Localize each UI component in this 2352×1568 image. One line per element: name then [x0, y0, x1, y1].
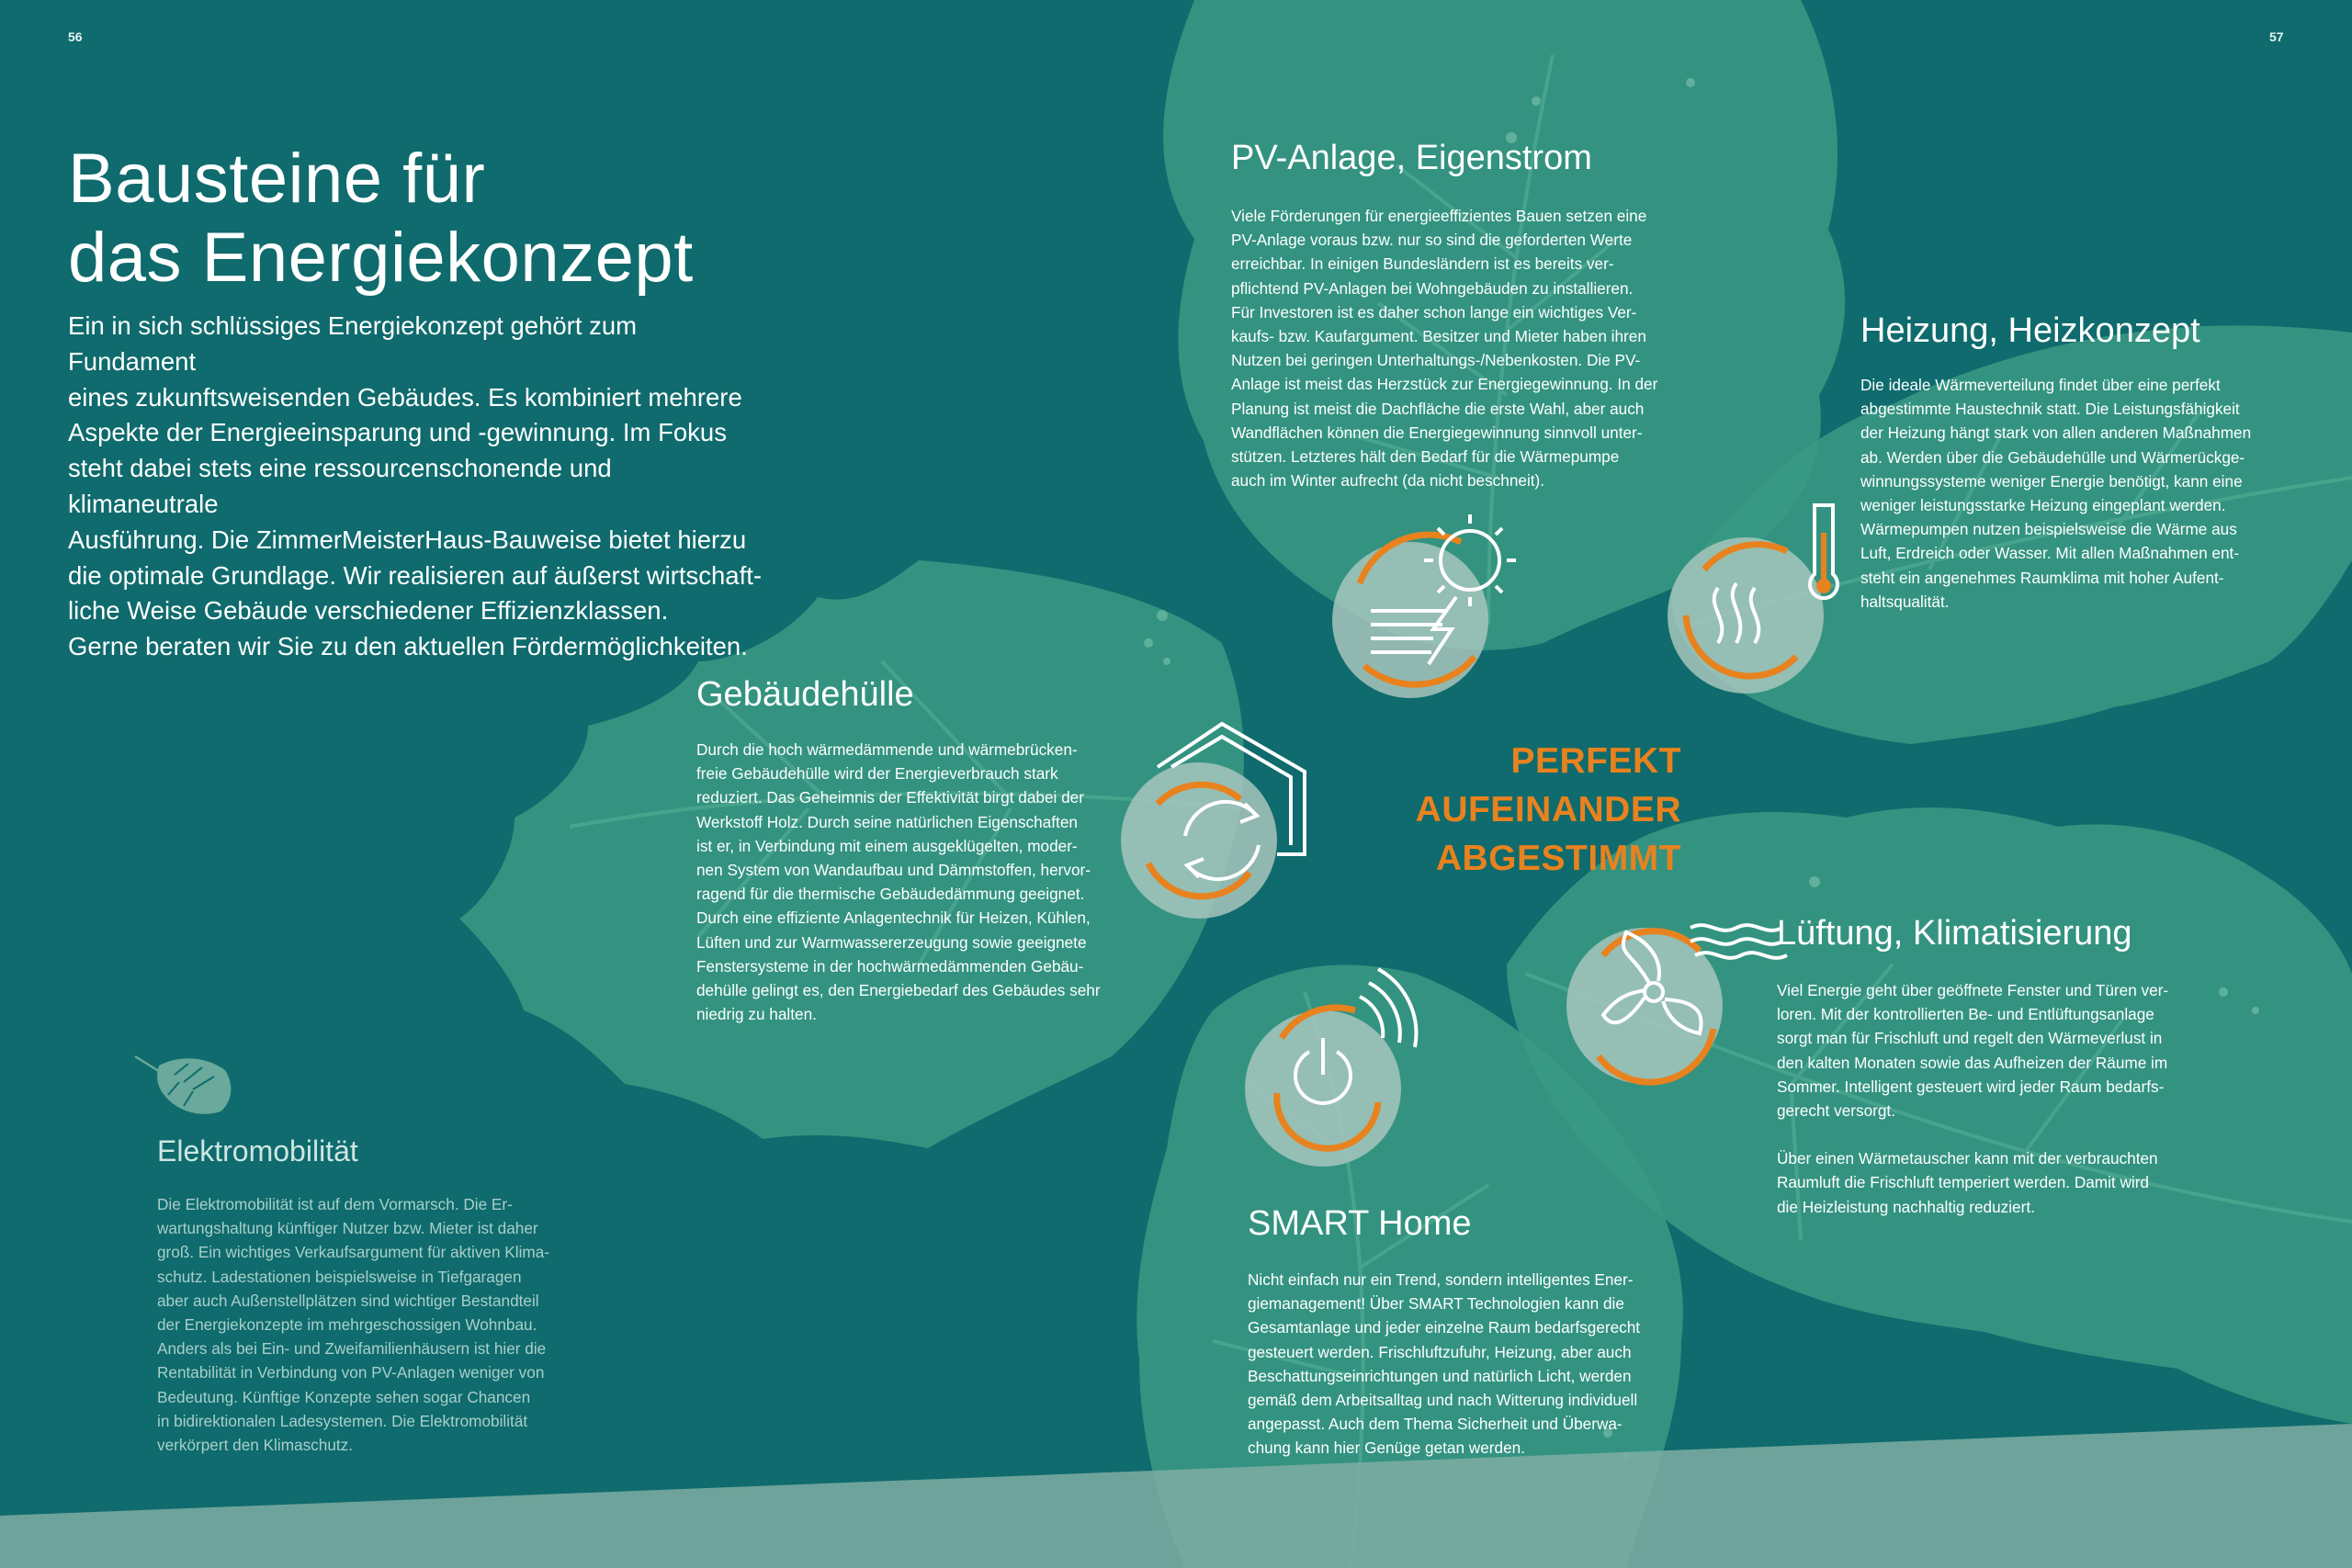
- intro-line: Ein in sich schlüssiges Energiekonzept gehört zum Fundament: [68, 311, 638, 376]
- intro-line: die optimale Grundlage. Wir realisieren auf äußerst wirtschaft-: [68, 560, 763, 590]
- heizung-body-line: winnungssysteme weniger Energie benötigt, kann eine: [1860, 471, 2243, 491]
- huelle-body-line: dehülle gelingt es, den Energiebedarf des Gebäudes sehr: [696, 981, 1101, 1000]
- lueftung-body-line: Sommer. Intelligent gesteuert wird jeder Raum bedarfs-: [1777, 1077, 2165, 1096]
- pv-body-line: Viele Förderungen für energieeffizientes Bauen setzen eine: [1231, 207, 1647, 225]
- pv-body-line: auch im Winter aufrecht (da nicht beschneit).: [1231, 471, 1545, 491]
- huelle-body-line: freie Gebäudehülle wird der Energieverbrauch stark: [696, 764, 1058, 784]
- page-title-line-1: Bausteine für: [68, 140, 486, 218]
- smart-body-line: Nicht einfach nur ein Trend, sondern intelligentes Ener-: [1248, 1270, 1634, 1289]
- huelle-body-line: Fenstersysteme in der hochwärmedämmenden Gebäu-: [696, 956, 1084, 976]
- smart-body-line: gemäß dem Arbeitsalltag und nach Witterung individuell: [1248, 1391, 1638, 1410]
- elektro-body-line: verkörpert den Klimaschutz.: [157, 1436, 354, 1455]
- lueftung-body-line: Viel Energie geht über geöffnete Fenster und Türen ver-: [1777, 981, 2169, 999]
- huelle-body-line: nen System von Wandaufbau und Dämmstoffen, hervor-: [696, 861, 1091, 880]
- lueftung-body-line: loren. Mit der kontrollierten Be- und Entlüftungsanlage: [1777, 1005, 2154, 1024]
- smart-body-line: gesteuert werden. Frischluftzufuhr, Heizung, aber auch: [1248, 1342, 1632, 1361]
- pv-body-line: erreichbar. In einigen Bundesländern ist es bereits ver-: [1231, 254, 1614, 274]
- lueftung-body-line: den kalten Monaten sowie das Aufheizen der Räume im: [1777, 1053, 2168, 1072]
- elektro-body-line: groß. Ein wichtiges Verkaufsargument für aktiven Klima-: [157, 1243, 550, 1262]
- lueftung-body-line: gerecht versorgt.: [1777, 1101, 1895, 1121]
- intro-line: Gerne beraten wir Sie zu den aktuellen Fördermöglichkeiten.: [68, 632, 748, 661]
- huelle-body-line: niedrig zu halten.: [696, 1005, 817, 1024]
- huelle-body-line: Durch die hoch wärmedämmende und wärmebrücken-: [696, 740, 1078, 759]
- page-number-left: 56: [68, 29, 83, 44]
- elektro-body-line: in bidirektionalen Ladesystemen. Die Elektromobilität: [157, 1411, 528, 1430]
- elektro-body-line: schutz. Ladestationen beispielsweise in Tiefgaragen: [157, 1267, 522, 1286]
- intro-paragraph: [68, 309, 766, 665]
- intro-line: Ausführung. Die ZimmerMeisterHaus-Bauweise bietet hierzu: [68, 525, 747, 554]
- huelle-body-line: ist er, in Verbindung mit einem ausgeklügelten, moder-: [696, 836, 1078, 855]
- intro-line: eines zukunftsweisenden Gebäudes. Es kombiniert mehrere: [68, 382, 742, 412]
- lueftung-body-line: die Heizleistung nachhaltig reduziert.: [1777, 1197, 2035, 1216]
- huelle-section-title: Gebäudehülle: [696, 675, 914, 714]
- intro-line: steht dabei stets eine ressourcenschonende und klimaneutrale: [68, 454, 612, 518]
- elektro-body-line: der Energiekonzepte im mehrgeschossigen Wohnbau.: [157, 1315, 537, 1335]
- heizung-section-title: Heizung, Heizkonzept: [1860, 311, 2200, 350]
- pv-body-line: PV-Anlage voraus bzw. nur so sind die geforderten Werte: [1231, 231, 1633, 250]
- center-label-line: ABGESTIMMT: [1435, 839, 1681, 878]
- heizung-body-line: ab. Werden über die Gebäudehülle und Wärmerückge-: [1860, 447, 2245, 467]
- center-label-line: AUFEINANDER: [1415, 790, 1681, 829]
- pv-body-line: Planung ist meist die Dachfläche die erste Wahl, aber auch: [1231, 399, 1645, 418]
- heizung-body-line: Die ideale Wärmeverteilung findet über eine perfekt: [1860, 376, 2221, 394]
- huelle-body-line: ragend für die thermische Gebäudedämmung geeignet.: [696, 885, 1085, 904]
- house-recycle-icon: [1121, 716, 1323, 937]
- fan-ventilation-icon: [1562, 900, 1819, 1102]
- heizung-section-body: [1860, 373, 2281, 614]
- elektro-section-body: [157, 1192, 580, 1457]
- pv-body-line: pflichtend PV-Anlagen bei Wohngebäuden zu installieren.: [1231, 278, 1634, 298]
- heizung-body-line: haltsqualität.: [1860, 592, 1950, 611]
- elektro-body-line: Bedeutung. Künftige Konzepte sehen sogar Chancen: [157, 1387, 531, 1406]
- elektro-body-line: Die Elektromobilität ist auf dem Vormarsch. Die Er-: [157, 1195, 513, 1213]
- leaf-icon: [133, 1047, 243, 1121]
- elektro-body-line: Rentabilität in Verbindung von PV-Anlagen weniger von: [157, 1363, 545, 1382]
- heizung-body-line: abgestimmte Haustechnik statt. Die Leistungsfähigkeit: [1860, 400, 2240, 419]
- pv-body-line: Für Investoren ist es daher schon lange ein wichtiges Ver-: [1231, 302, 1637, 321]
- elektro-body-line: aber auch Außenstellplätzen sind wichtiger Bestandteil: [157, 1291, 539, 1310]
- pv-body-line: Wandflächen können die Energiegewinnung sinnvoll unter-: [1231, 423, 1643, 442]
- smart-body-line: giemanagement! Über SMART Technologien kann die: [1248, 1294, 1624, 1314]
- sun-pv-icon: [1323, 501, 1544, 712]
- smart-body-line: Gesamtanlage und jeder einzelne Raum bedarfsgerecht: [1248, 1318, 1641, 1337]
- heizung-body-line: Wärmepumpen nutzen beispielsweise die Wärme aus: [1860, 520, 2237, 539]
- smart-body-line: Beschattungseinrichtungen und natürlich Licht, werden: [1248, 1366, 1632, 1385]
- lueftung-body-line: sorgt man für Frischluft und regelt den Wärmeverlust in: [1777, 1029, 2163, 1048]
- smart-section-title: SMART Home: [1248, 1204, 1472, 1243]
- huelle-section-body: [696, 738, 1119, 1026]
- elektro-body-line: Anders als bei Ein- und Zweifamilienhäusern ist hier die: [157, 1339, 547, 1359]
- smart-section-body: [1248, 1268, 1663, 1461]
- elektro-body-line: wartungshaltung künftiger Nutzer bzw. Mieter ist daher: [157, 1219, 538, 1238]
- page-number-right: 57: [2269, 29, 2284, 44]
- pv-body-line: stützen. Letzteres hält den Bedarf für die Wärmepumpe: [1231, 447, 1620, 467]
- lueftung-body-line: Raumluft die Frischluft temperiert werden. Damit wird: [1777, 1173, 2149, 1192]
- pv-section-body: [1231, 204, 1681, 492]
- center-label: [1314, 737, 1681, 883]
- heizung-body-line: der Heizung hängt stark von allen anderen Maßnahmen: [1860, 423, 2252, 443]
- intro-line: liche Weise Gebäude verschiedener Effizienzklassen.: [68, 596, 669, 626]
- lueftung-section-title: Lüftung, Klimatisierung: [1777, 914, 2132, 953]
- heizung-body-line: steht ein angenehmes Raumklima mit hoher Aufent-: [1860, 568, 2224, 587]
- huelle-body-line: Werkstoff Holz. Durch seine natürlichen Eigenschaften: [696, 812, 1078, 831]
- heizung-body-line: Luft, Erdreich oder Wasser. Mit allen Maßnahmen ent-: [1860, 544, 2240, 563]
- lueftung-body-line: Über einen Wärmetauscher kann mit der verbrauchten: [1777, 1149, 2158, 1168]
- thermometer-heating-icon: [1663, 496, 1856, 707]
- page-title-line-2: das Energiekonzept: [68, 219, 694, 297]
- huelle-body-line: Lüften und zur Warmwassererzeugung sowie geeignete: [696, 932, 1087, 952]
- huelle-body-line: Durch eine effiziente Anlagentechnik für Heizen, Kühlen,: [696, 908, 1091, 928]
- intro-line: Aspekte der Energieeinsparung und -gewinnung. Im Fokus: [68, 418, 727, 447]
- smart-body-line: angepasst. Auch dem Thema Sicherheit und Überwa-: [1248, 1415, 1623, 1434]
- elektro-section-title: Elektromobilität: [157, 1134, 358, 1168]
- pv-section-title: PV-Anlage, Eigenstrom: [1231, 139, 1592, 177]
- heizung-body-line: weniger leistungsstarke Heizung eingeplant werden.: [1860, 496, 2226, 515]
- smart-body-line: chung kann hier Genüge getan werden.: [1248, 1438, 1525, 1458]
- center-label-line: PERFEKT: [1510, 741, 1681, 781]
- huelle-body-line: reduziert. Das Geheimnis der Effektivität birgt dabei der: [696, 788, 1084, 807]
- pv-body-line: kaufs- bzw. Kaufargument. Besitzer und Mieter haben ihren: [1231, 327, 1646, 346]
- page-title: [68, 140, 895, 298]
- pv-body-line: Nutzen bei geringen Unterhaltungs-/Nebenkosten. Die PV-: [1231, 351, 1641, 370]
- power-smart-icon: [1245, 974, 1429, 1176]
- lueftung-section-body: [1777, 978, 2194, 1219]
- pv-body-line: Anlage ist meist das Herzstück zur Energiegewinnung. In der: [1231, 375, 1658, 394]
